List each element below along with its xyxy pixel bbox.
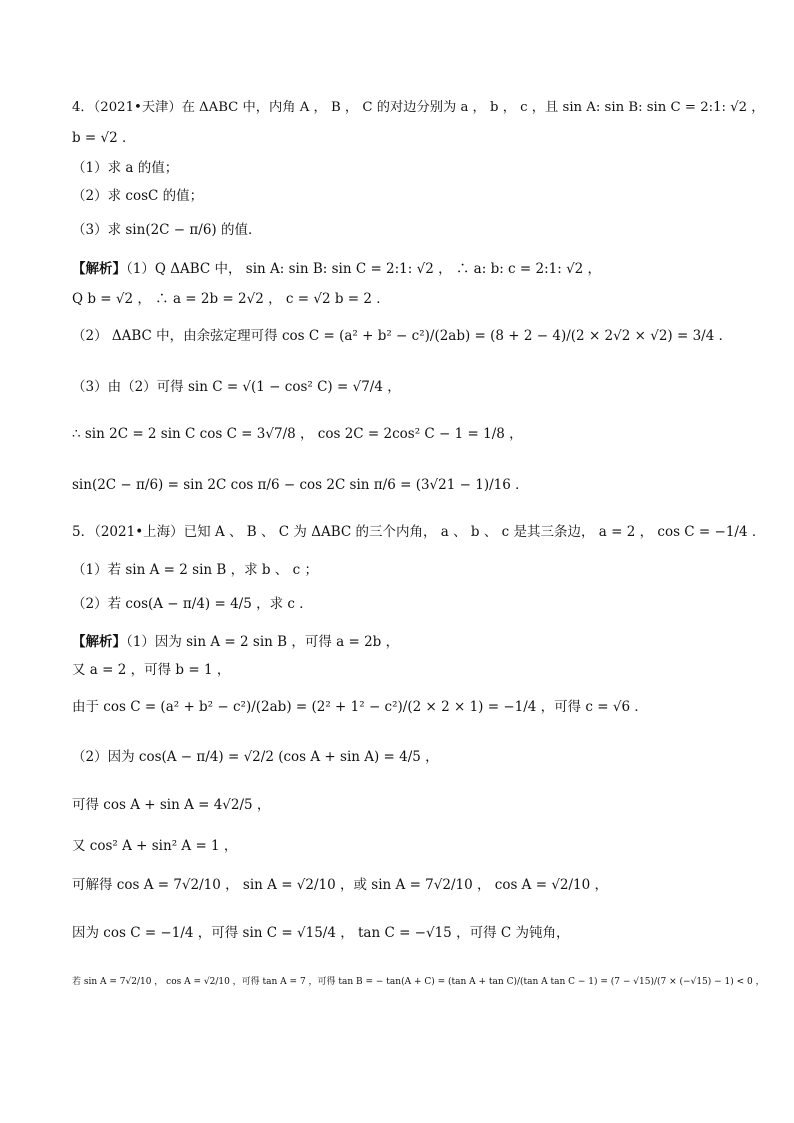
problem-5-solution-line-2: 又 a = 2 ，可得 b = 1 ， <box>72 662 231 678</box>
problem-4-solution-line-3: （2） ΔABC 中，由余弦定理可得 cos C = (a² + b² − c²)/(2ab) = (8 + 2 − 4)/(2 × 2√2 × √2) = 3/4 ． <box>72 328 733 344</box>
problem-5-solution-line-8: 因为 cos C = −1/4 ，可得 sin C = √15/4 ， tan C = −√15 ，可得 C 为钝角， <box>72 925 570 941</box>
problem-5-solution-line-9: 若 sin A = 7√2/10 ， cos A = √2/10 ，可得 tan A = 7 ，可得 tan B = − tan(A + C) = (tan A + tan C)/(tan A tan C − 1) = (7 − √15)/(7 × (−√15) − 1) < 0 ， <box>72 977 765 987</box>
problem-4-stem-line-2: b = √2 ． <box>72 130 136 146</box>
problem-5-solution-text-1: （1）因为 sin A = 2 sin B ，可得 a = 2b ， <box>126 634 400 650</box>
problem-5-solution-line-5: 可得 cos A + sin A = 4√2/5 ， <box>72 797 271 813</box>
problem-5-solution-line-4: （2）因为 cos(A − π/4) = √2/2 (cos A + sin A) = 4/5 ， <box>72 749 439 765</box>
problem-4-question-3: （3）求 sin(2C − π/6) 的值． <box>72 222 262 238</box>
problem-5-question-2: （2）若 cos(A − π/4) = 4/5 ，求 c ． <box>72 596 313 612</box>
problem-4-question-2: （2）求 cosC 的值； <box>72 188 204 204</box>
problem-5-solution-line-7: 可解得 cos A = 7√2/10 ， sin A = √2/10 ，或 sin A = 7√2/10 ， cos A = √2/10 ， <box>72 877 609 893</box>
problem-5-stem: 5．（2021•上海）已知 A 、 B 、 C 为 ΔABC 的三个内角， a 、 b 、 c 是其三条边， a = 2 ， cos C = −1/4 ． <box>72 524 766 540</box>
problem-4-solution-line-4: （3）由（2）可得 sin C = √(1 − cos² C) = √7/4 ， <box>72 379 401 395</box>
problem-5-question-1: （1）若 sin A = 2 sin B ，求 b 、 c ； <box>72 562 318 578</box>
problem-4-solution-line-1 <box>72 259 601 279</box>
problem-5-solution-line-1 <box>72 632 399 652</box>
problem-4-stem-line-1: 4．（2021•天津）在 ΔABC 中，内角 A ， B ， C 的对边分别为 a ， b ， c ，且 sin A: sin B: sin C = 2:1: √2 ， <box>72 100 765 115</box>
solution-label: 【解析】 <box>72 634 126 650</box>
problem-4-solution-line-2: Q b = √2 ， ∴ a = 2b = 2√2 ， c = √2 b = 2 ． <box>72 291 390 307</box>
problem-5-solution-line-6: 又 cos² A + sin² A = 1 ， <box>72 838 238 854</box>
solution-label: 【解析】 <box>72 261 126 277</box>
problem-4-solution-line-6: sin(2C − π/6) = sin 2C cos π/6 − cos 2C sin π/6 = (3√21 − 1)/16 ． <box>72 477 529 493</box>
problem-4-solution-text-1: （1）Q ΔABC 中， sin A: sin B: sin C = 2:1: √2 ， ∴ a: b: c = 2:1: √2 ， <box>126 261 602 277</box>
problem-5-solution-line-3: 由于 cos C = (a² + b² − c²)/(2ab) = (2² + 1² − c²)/(2 × 2 × 1) = −1/4 ，可得 c = √6 ． <box>72 699 648 715</box>
problem-4-solution-line-5: ∴ sin 2C = 2 sin C cos C = 3√7/8 ， cos 2C = 2cos² C − 1 = 1/8 ， <box>72 426 523 442</box>
problem-4-question-1: （1）求 a 的值； <box>72 160 179 176</box>
